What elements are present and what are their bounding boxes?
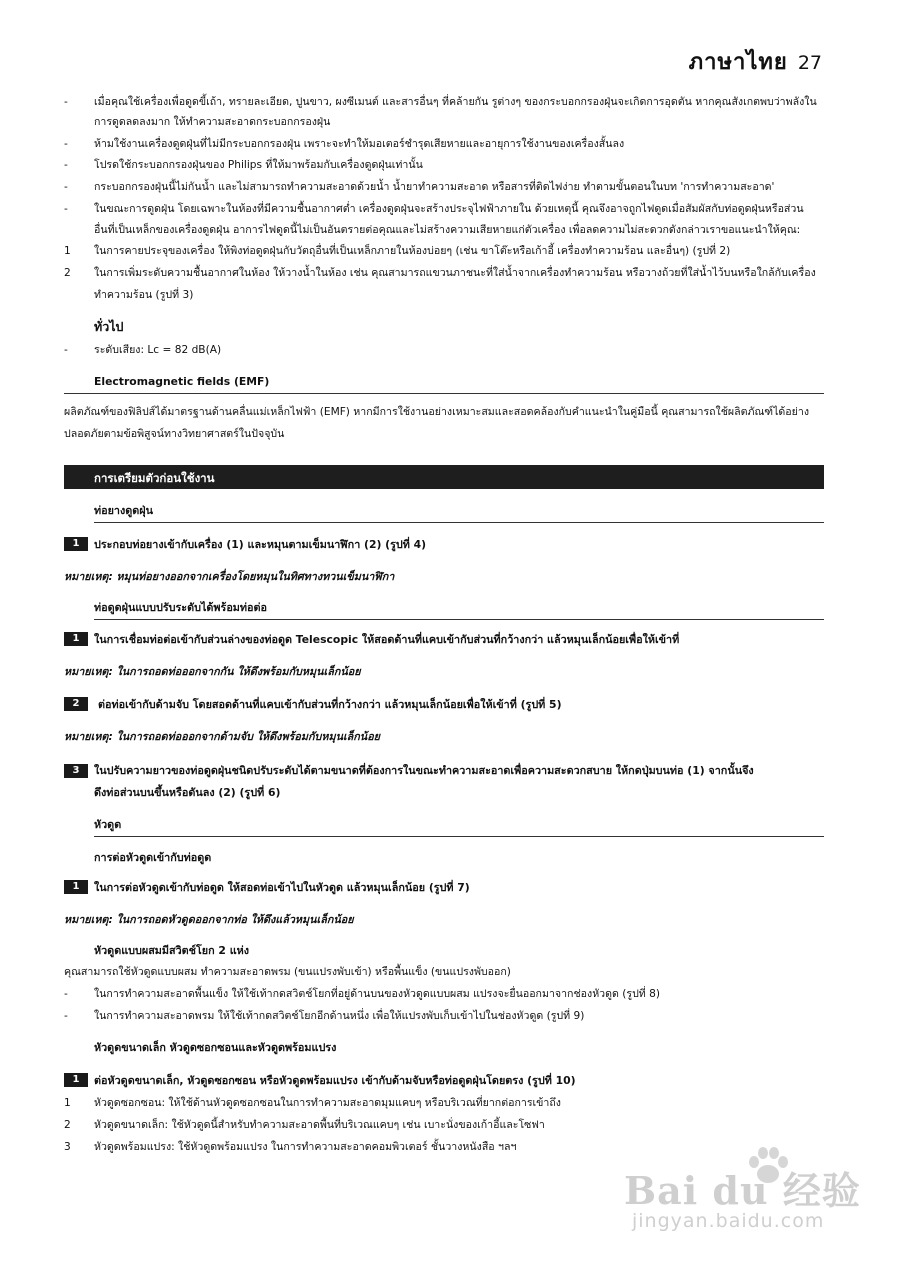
list-item-text: หัวดูดซอกซอน: ให้ใช้ด้านหัวดูดซอกซอนในการทำความสะอาดมุมแคบๆ หรือบริเวณที่ยากต่อการเข้าถึง [94, 1097, 561, 1109]
step-number: 3 [64, 764, 88, 778]
paragraph-line: ปลอดภัยตามข้อพิสูจน์ทางวิทยาศาสตร์ในปัจจุบัน [64, 428, 285, 440]
list-item-text: หัวดูดขนาดเล็ก: ใช้หัวดูดนี้สำหรับทำความสะอาดพื้นที่บริเวณแคบๆ เช่น เบาะนั่งของเก้าอี้และโซฟา [94, 1119, 545, 1131]
list-item-text: ในการคายประจุของเครื่อง ให้พิงท่อดูดฝุ่นกับวัตถุอื่นที่เป็นเหล็กภายในห้องบ่อยๆ (เช่น ขาโต๊ะหรือเก้าอี้ เครื่องทำความร้อน และอื่นๆ) (รูปที่ 2) [94, 245, 731, 257]
list-item-text: หัวดูดพร้อมแปรง: ใช้หัวดูดพร้อมแปรง ในการทำความสะอาดคอมพิวเตอร์ ชั้นวางหนังสือ ฯลฯ [94, 1141, 517, 1153]
step-number: 1 [64, 1073, 88, 1087]
list-item-text: ในการทำความสะอาดพรม ให้ใช้เท้ากดสวิตช์โยกอีกด้านหนึ่ง เพื่อให้แปรงพับเก็บเข้าไปในช่องหัวดูด (รูปที่ 9) [94, 1010, 585, 1022]
list-marker: 3 [64, 1141, 71, 1153]
section-rule [94, 619, 824, 620]
list-marker: 1 [64, 245, 71, 257]
list-marker: 2 [64, 267, 71, 279]
list-marker: - [64, 1010, 68, 1022]
step-number: 1 [64, 880, 88, 894]
list-marker: - [64, 203, 68, 215]
list-item-text: อื่นที่เป็นเหล็กของเครื่องดูดฝุ่น อาการไฟดูดนี้ไม่เป็นอันตรายต่อคุณและไม่สร้างความเสียหายแก่ตัวเครื่อง เพื่อลดความไม่สะดวกดังกล่าวเราขอแนะนำให้คุณ: [94, 224, 801, 236]
watermark-logo: Bai du 经验 [624, 1168, 861, 1213]
chapter-title: การเตรียมตัวก่อนใช้งาน [94, 471, 215, 485]
list-marker: - [64, 988, 68, 1000]
subsection-heading: ท่อดูดฝุ่นแบบปรับระดับได้พร้อมท่อต่อ [94, 601, 268, 614]
step-text: ในปรับความยาวของท่อดูดฝุ่นชนิดปรับระดับได้ตามขนาดที่ต้องการในขณะทำความสะอาดเพื่อความสะดวกสบาย ให้กดปุ่มบนท่อ (1) จากนั้นจึง [94, 764, 754, 777]
step-text: ประกอบท่อยางเข้ากับเครื่อง (1) และหมุนตามเข็มนาฬิกา (2) (รูปที่ 4) [94, 538, 427, 551]
note-text: หมายเหตุ: ในการถอดท่อออกจากกัน ให้ดึงพร้อมกับหมุนเล็กน้อย [64, 665, 361, 678]
list-item-text: เมื่อคุณใช้เครื่องเพื่อดูดขี้เถ้า, ทรายละเอียด, ปูนขาว, ผงซีเมนต์ และสารอื่นๆ ที่คล้ายกัน รูต่างๆ ของกระบอกกรองฝุ่นจะเกิดการอุดตัน หากคุณสังเกตพบว่าพลังใน [94, 96, 817, 108]
list-marker: 1 [64, 1097, 71, 1109]
step-number: 1 [64, 632, 88, 646]
note-text: หมายเหตุ: ในการถอดท่อออกจากด้ามจับ ให้ดึงพร้อมกับหมุนเล็กน้อย [64, 730, 380, 743]
subsection-heading: ท่อยางดูดฝุ่น [94, 504, 153, 517]
list-item-text: ห้ามใช้งานเครื่องดูดฝุ่นที่ไม่มีกระบอกกรองฝุ่น เพราะจะทำให้มอเตอร์ชำรุดเสียหายและอายุการใช้งานของเครื่องสั้นลง [94, 138, 625, 150]
watermark-url: jingyan.baidu.com [632, 1210, 825, 1232]
list-item-text: ในการทำความสะอาดพื้นแข็ง ให้ใช้เท้ากดสวิตช์โยกที่อยู่ด้านบนของหัวดูดแบบผสม แปรงจะยื่นออกมาจากช่องหัวดูด (รูปที่ 8) [94, 988, 661, 1000]
section-heading: Electromagnetic fields (EMF) [94, 375, 270, 388]
section-heading: ทั่วไป [94, 319, 124, 334]
step-text: ต่อท่อเข้ากับด้ามจับ โดยสอดด้านที่แคบเข้ากับส่วนที่กว้างกว่า แล้วหมุนเล็กน้อยเพื่อให้เข้าที่ (รูปที่ 5) [98, 698, 562, 711]
section-rule [94, 522, 824, 523]
list-item-text: ระดับเสียง: Lc = 82 dB(A) [94, 344, 222, 356]
list-item-text: ในขณะการดูดฝุ่น โดยเฉพาะในห้องที่มีความชื้นอากาศต่ำ เครื่องดูดฝุ่นจะสร้างประจุไฟฟ้าภายใน ด้วยเหตุนี้ คุณจึงอาจถูกไฟดูดเมื่อสัมผัสกับท่อดูดฝุ่นหรือส่วน [94, 203, 804, 215]
step-text: ต่อหัวดูดขนาดเล็ก, หัวดูดซอกซอน หรือหัวดูดพร้อมแปรง เข้ากับด้ามจับหรือท่อดูดฝุ่นโดยตรง (รูปที่ 10) [94, 1074, 576, 1087]
page-number: 27 [797, 52, 822, 74]
list-item-text: โปรดใช้กระบอกกรองฝุ่นของ Philips ที่ให้มาพร้อมกับเครื่องดูดฝุ่นเท่านั้น [94, 159, 423, 171]
list-item-text: ในการเพิ่มระดับความชื้นอากาศในห้อง ให้วางน้ำในห้อง เช่น คุณสามารถแขวนภาชนะที่ใส่น้ำจากเครื่องทำความร้อน หรือวางถ้วยที่ใส่น้ำไว้บนหรือใกล้กับเครื่อง [94, 267, 816, 279]
subsection-heading: หัวดูด [94, 818, 122, 831]
step-number: 1 [64, 537, 88, 551]
note-text: หมายเหตุ: ในการถอดหัวดูดออกจากท่อ ให้ดึงแล้วหมุนเล็กน้อย [64, 913, 354, 926]
section-rule [64, 393, 824, 394]
chapter-bar [64, 465, 824, 489]
note-text: หมายเหตุ: หมุนท่อยางออกจากเครื่องโดยหมุนในทิศทางทวนเข็มนาฬิกา [64, 570, 395, 583]
list-marker: - [64, 344, 68, 356]
list-item-text: การดูดลดลงมาก ให้ทำความสะอาดกระบอกกรองฝุ่น [94, 116, 331, 128]
step-number: 2 [64, 697, 88, 711]
step-text: ในการต่อหัวดูดเข้ากับท่อดูด ให้สอดท่อเข้าไปในหัวดูด แล้วหมุนเล็กน้อย (รูปที่ 7) [94, 881, 470, 894]
subsection-heading: การต่อหัวดูดเข้ากับท่อดูด [94, 851, 212, 864]
step-text: ดึงท่อส่วนบนขึ้นหรือดันลง (2) (รูปที่ 6) [94, 786, 281, 799]
list-item-text: ทำความร้อน (รูปที่ 3) [94, 289, 194, 301]
subsection-heading: หัวดูดแบบผสมมีสวิตช์โยก 2 แห่ง [94, 944, 250, 957]
section-rule [94, 836, 824, 837]
list-marker: - [64, 159, 68, 171]
language-title: ภาษาไทย [688, 50, 788, 75]
step-text: ในการเชื่อมท่อต่อเข้ากับส่วนล่างของท่อดูด Telescopic ให้สอดด้านที่แคบเข้ากับส่วนที่กว้างกว่า แล้วหมุนเล็กน้อยเพื่อให้เข้าที่ [94, 633, 680, 646]
list-marker: - [64, 96, 68, 108]
list-marker: - [64, 138, 68, 150]
paragraph-line: ผลิตภัณฑ์ของฟิลิปส์ได้มาตรฐานด้านคลื่นแม่เหล็กไฟฟ้า (EMF) หากมีการใช้งานอย่างเหมาะสมและสอดคล้องกับคำแนะนำในคู่มือนี้ คุณสามารถใช้ผลิตภัณฑ์ได้อย่าง [64, 406, 810, 418]
page-header [689, 44, 822, 79]
list-marker: - [64, 181, 68, 193]
list-item-text: กระบอกกรองฝุ่นนี้ไม่กันน้ำ และไม่สามารถทำความสะอาดด้วยน้ำ น้ำยาทำความสะอาด หรือสารที่ติดไฟง่าย ทำตามขั้นตอนในบท 'การทำความสะอาด' [94, 181, 775, 193]
paragraph-line: คุณสามารถใช้หัวดูดแบบผสม ทำความสะอาดพรม (ขนแปรงพับเข้า) หรือพื้นแข็ง (ขนแปรงพับออก) [64, 966, 511, 978]
list-marker: 2 [64, 1119, 71, 1131]
subsection-heading: หัวดูดขนาดเล็ก หัวดูดซอกซอนและหัวดูดพร้อมแปรง [94, 1041, 337, 1054]
baidu-watermark [624, 1160, 874, 1240]
